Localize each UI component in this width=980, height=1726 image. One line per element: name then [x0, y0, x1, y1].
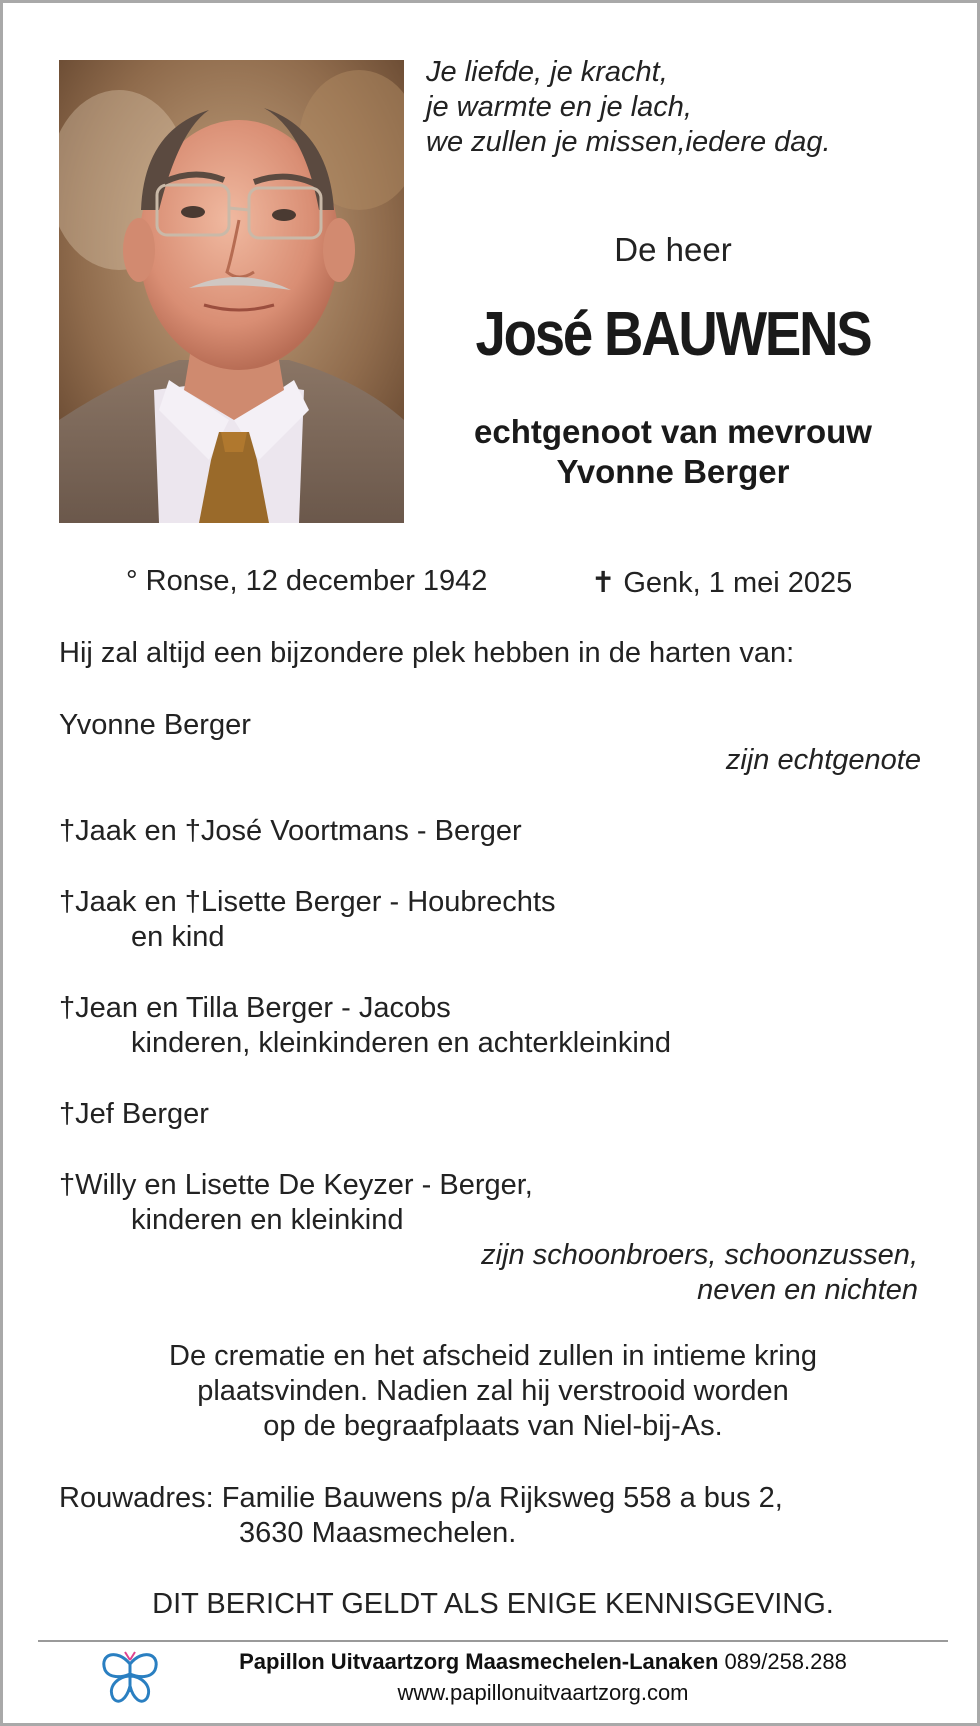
family-subline: kinderen en kleinkind [131, 1204, 404, 1236]
footer-website[interactable]: www.papillonuitvaartzorg.com [397, 1680, 689, 1705]
ceremony-line: op de begraafplaats van Niel-bij-As. [263, 1410, 723, 1442]
footer-phone: 089/258.288 [724, 1649, 847, 1674]
address-line: Rouwadres: Familie Bauwens p/a Rijksweg 558 a bus 2, [59, 1482, 783, 1514]
footer-company: Papillon Uitvaartzorg Maasmechelen-Lanaken [239, 1649, 719, 1674]
ceremony-line: plaatsvinden. Nadien zal hij verstrooid worden [197, 1375, 789, 1407]
family-line: †Willy en Lisette De Keyzer - Berger, [59, 1169, 533, 1201]
poem-line: we zullen je missen,iedere dag. [426, 126, 831, 158]
poem-line: je warmte en je lach, [426, 91, 692, 123]
portrait-photo [59, 60, 404, 523]
family-line: †Jaak en †Lisette Berger - Houbrechts [59, 886, 556, 918]
butterfly-logo-icon [99, 1646, 163, 1708]
family-line: †Jean en Tilla Berger - Jacobs [59, 992, 451, 1024]
family-role: neven en nichten [697, 1274, 918, 1306]
address-line: 3630 Maasmechelen. [239, 1517, 517, 1549]
poem-line: Je liefde, je kracht, [426, 56, 668, 88]
family-line: †Jef Berger [59, 1098, 209, 1130]
family-wife-name: Yvonne Berger [59, 709, 251, 741]
family-subline: en kind [131, 921, 225, 953]
spouse-block [423, 412, 923, 492]
footer-company-line [183, 1649, 903, 1675]
spouse-relation: echtgenoot van mevrouw [474, 413, 872, 450]
footer-divider [38, 1640, 948, 1642]
notice: DIT BERICHT GELDT ALS ENIGE KENNISGEVING. [152, 1588, 834, 1620]
death-date: ✝ Genk, 1 mei 2025 [591, 567, 853, 599]
family-wife-role: zijn echtgenote [725, 744, 921, 776]
honorific: De heer [614, 231, 732, 268]
birth-date: ° Ronse, 12 december 1942 [126, 565, 488, 597]
poem [426, 55, 926, 160]
family-subline: kinderen, kleinkinderen en achterkleinkind [131, 1027, 672, 1059]
spouse-name: Yvonne Berger [556, 453, 790, 490]
ceremony-line: De crematie en het afscheid zullen in intieme kring [169, 1340, 817, 1372]
deceased-name: José BAUWENS [475, 300, 871, 369]
intro-text: Hij zal altijd een bijzondere plek hebben in de harten van: [59, 637, 795, 669]
family-role: zijn schoonbroers, schoonzussen, [481, 1239, 918, 1271]
family-line: †Jaak en †José Voortmans - Berger [59, 815, 522, 847]
